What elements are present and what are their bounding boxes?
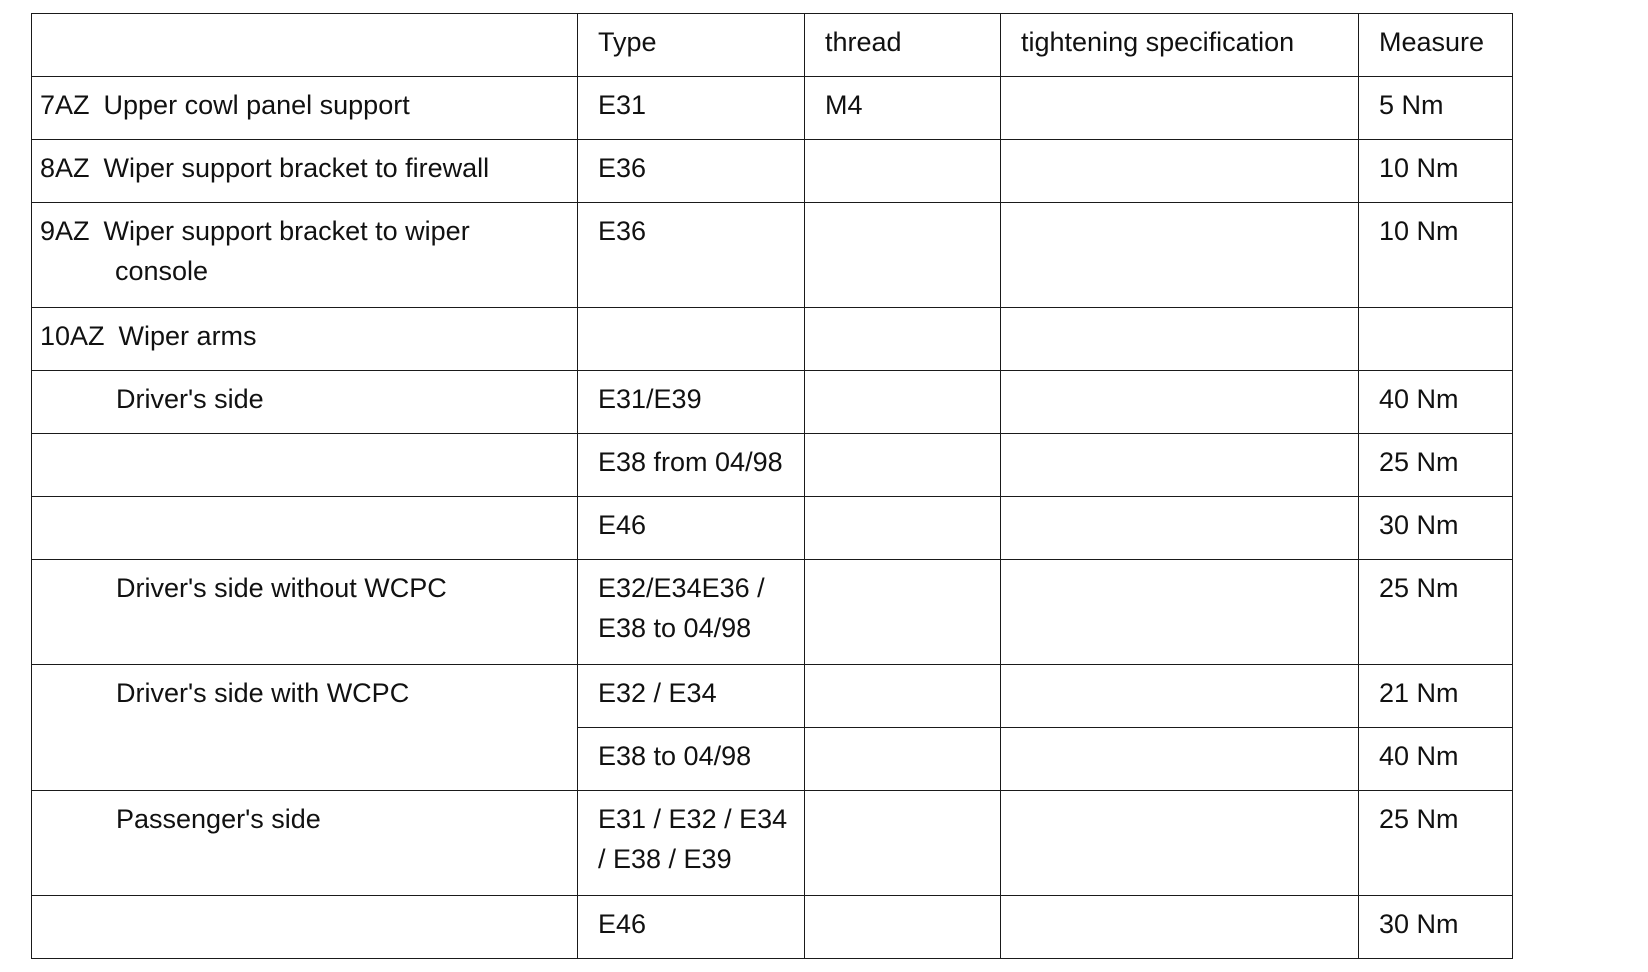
thread-cell — [805, 203, 1001, 308]
table-row — [32, 896, 1513, 959]
item-label: Wiper support bracket to wiper — [103, 216, 470, 246]
measure-cell: 10 Nm — [1359, 140, 1513, 203]
spec-cell — [1001, 371, 1359, 434]
sub-item-label: Driver's side — [116, 384, 264, 414]
spec-cell — [1001, 434, 1359, 497]
measure-cell — [1359, 308, 1513, 371]
table-row — [32, 308, 1513, 371]
thread-cell — [805, 728, 1001, 791]
type-cell: E46 — [578, 497, 805, 560]
spec-cell — [1001, 308, 1359, 371]
thread-cell — [805, 791, 1001, 896]
sub-item-label: Passenger's side — [116, 804, 321, 834]
item-cell — [32, 497, 578, 560]
table-row — [32, 140, 1513, 203]
item-code: 9AZ — [40, 216, 90, 246]
table-row — [32, 77, 1513, 140]
type-line: E32/E34E36 / — [598, 573, 765, 603]
thread-cell — [805, 434, 1001, 497]
item-label: Wiper arms — [118, 321, 257, 351]
measure-cell: 5 Nm — [1359, 77, 1513, 140]
type-cell: E32 / E34 — [578, 665, 805, 728]
type-cell: E31/E39 — [578, 371, 805, 434]
measure-cell: 25 Nm — [1359, 791, 1513, 896]
table-row — [32, 497, 1513, 560]
table-row — [32, 203, 1513, 308]
item-cell — [32, 77, 578, 140]
type-cell: E38 to 04/98 — [578, 728, 805, 791]
item-cell — [32, 434, 578, 497]
table-row — [32, 371, 1513, 434]
measure-cell: 40 Nm — [1359, 371, 1513, 434]
type-cell: E36 — [578, 203, 805, 308]
type-cell: E31 — [578, 77, 805, 140]
spec-cell — [1001, 560, 1359, 665]
item-cell — [32, 140, 578, 203]
item-label-continued: console — [115, 256, 209, 286]
header-cell-measure: Measure — [1359, 14, 1513, 77]
sub-item-label: Driver's side without WCPC — [116, 573, 447, 603]
item-code: 7AZ — [40, 90, 90, 120]
header-cell-thread: thread — [805, 14, 1001, 77]
item-cell — [32, 308, 578, 371]
header-cell-tightening-specification: tightening specification — [1001, 14, 1359, 77]
header-cell-empty — [32, 14, 578, 77]
type-cell — [578, 560, 805, 665]
spec-cell — [1001, 497, 1359, 560]
spec-cell — [1001, 728, 1359, 791]
spec-cell — [1001, 791, 1359, 896]
measure-cell: 30 Nm — [1359, 497, 1513, 560]
item-label: Upper cowl panel support — [103, 90, 410, 120]
type-cell: E36 — [578, 140, 805, 203]
item-label: Wiper support bracket to firewall — [103, 153, 490, 183]
spec-cell — [1001, 203, 1359, 308]
thread-cell — [805, 140, 1001, 203]
item-code: 10AZ — [40, 321, 105, 351]
type-cell — [578, 791, 805, 896]
measure-cell: 40 Nm — [1359, 728, 1513, 791]
torque-spec-table — [31, 13, 1513, 959]
sub-item-label: Driver's side with WCPC — [116, 678, 410, 708]
measure-cell: 30 Nm — [1359, 896, 1513, 959]
table-row — [32, 560, 1513, 665]
spec-cell — [1001, 140, 1359, 203]
table-header-row — [32, 14, 1513, 77]
measure-cell: 10 Nm — [1359, 203, 1513, 308]
header-cell-type: Type — [578, 14, 805, 77]
table-row — [32, 791, 1513, 896]
type-line: E31 / E32 / E34 — [598, 804, 788, 834]
table-row — [32, 434, 1513, 497]
item-cell — [32, 371, 578, 434]
spec-cell — [1001, 896, 1359, 959]
spec-cell — [1001, 665, 1359, 728]
measure-cell: 21 Nm — [1359, 665, 1513, 728]
item-cell — [32, 791, 578, 896]
type-line-continued: E38 to 04/98 — [598, 613, 752, 643]
thread-cell — [805, 896, 1001, 959]
spec-cell — [1001, 77, 1359, 140]
thread-cell: M4 — [805, 77, 1001, 140]
thread-cell — [805, 308, 1001, 371]
type-cell: E38 from 04/98 — [578, 434, 805, 497]
thread-cell — [805, 371, 1001, 434]
table-row — [32, 665, 1513, 728]
measure-cell: 25 Nm — [1359, 560, 1513, 665]
item-cell — [32, 896, 578, 959]
type-cell — [578, 308, 805, 371]
thread-cell — [805, 497, 1001, 560]
type-line-continued: / E38 / E39 — [598, 844, 732, 874]
item-cell — [32, 560, 578, 665]
thread-cell — [805, 560, 1001, 665]
type-cell: E46 — [578, 896, 805, 959]
item-cell — [32, 665, 578, 791]
measure-cell: 25 Nm — [1359, 434, 1513, 497]
item-cell — [32, 203, 578, 308]
item-code: 8AZ — [40, 153, 90, 183]
thread-cell — [805, 665, 1001, 728]
